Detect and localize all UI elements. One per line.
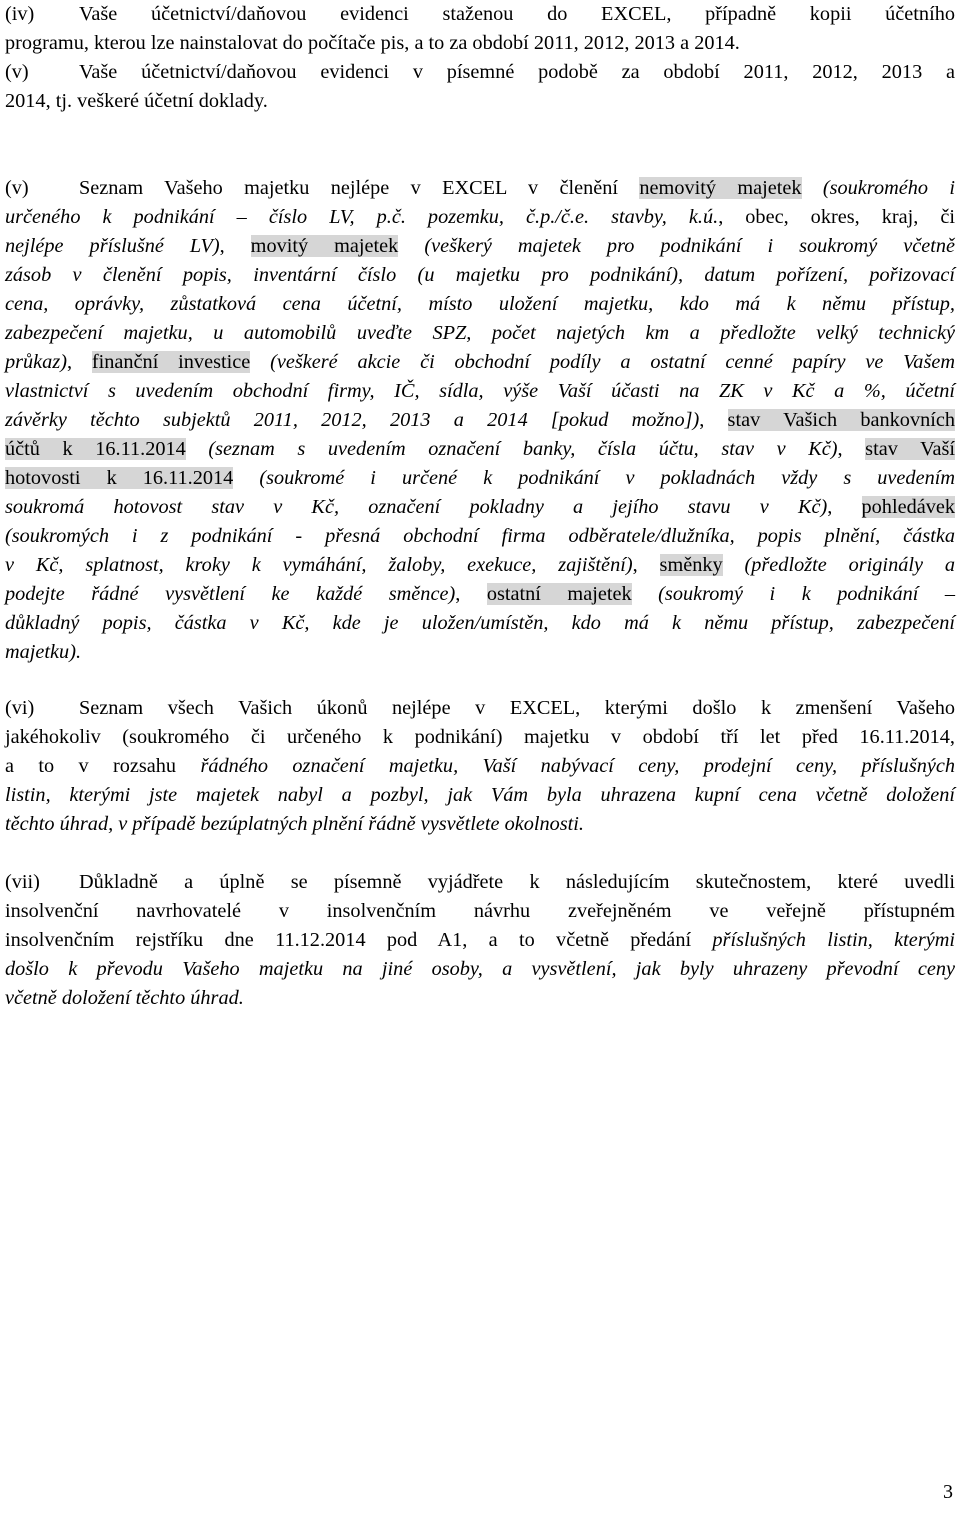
text-line xyxy=(5,781,955,810)
text-run: (předložte originály a xyxy=(722,554,955,576)
text-line xyxy=(5,810,955,839)
highlighted-term: směnky xyxy=(659,554,723,576)
text-run: včetně doložení těchto úhrad. xyxy=(5,987,244,1009)
text-line xyxy=(5,174,955,203)
text-line xyxy=(5,290,955,319)
text-run: Seznam Vašeho majetku nejlépe v EXCEL v členění xyxy=(79,177,640,199)
text-run: podejte řádné vysvětlení ke každé směnce) xyxy=(5,583,456,605)
text-run: a to v rozsahu xyxy=(5,755,201,777)
text-line xyxy=(5,493,955,522)
text-line xyxy=(5,897,955,926)
text-run: důkladný popis, částka v Kč, kde je uložen/umístěn, kdo má k němu přístup, zabezpečení xyxy=(5,612,955,634)
text-run: majetku). xyxy=(5,641,82,663)
text-line xyxy=(5,868,955,897)
text-line xyxy=(5,435,955,464)
text-run: , xyxy=(827,496,862,518)
text-run: 2014, tj. veškeré účetní doklady. xyxy=(5,90,268,112)
highlighted-term: stav Vašich bankovních xyxy=(727,409,956,431)
paragraph-v-written xyxy=(5,58,955,116)
text-run: , xyxy=(837,438,866,460)
text-run: jakéhokoliv (soukromého či určeného k podnikání) majetku v období tří let před 16.11.2014, xyxy=(5,726,955,748)
text-run: soukromá hotovost stav v Kč, označení pokladny a jejího stavu v Kč) xyxy=(5,496,828,518)
text-run: došlo k převodu Vašeho majetku na jiné osoby, a vysvětlení, jak byly uhrazeny převodní ceny xyxy=(5,958,955,980)
text-run: (seznam s uvedením označení banky, čísla účtu, stav v Kč) xyxy=(185,438,838,460)
text-line xyxy=(5,348,955,377)
text-run: insolvenčním rejstříku dne 11.12.2014 pod A1, a to včetně předání xyxy=(5,929,713,951)
text-line xyxy=(5,29,955,58)
text-line xyxy=(5,319,955,348)
text-line xyxy=(5,377,955,406)
text-line xyxy=(5,522,955,551)
highlighted-term: finanční investice xyxy=(91,351,251,373)
text-run: (veškerý majetek pro podnikání i soukromý včetně xyxy=(398,235,955,257)
paragraph-label: (vii) xyxy=(5,871,40,893)
text-run: řádného označení majetku, Vaší nabývací ceny, prodejní ceny, příslušných xyxy=(200,755,956,777)
text-run: (soukromých i z podnikání - přesná obchodní firma odběratele/dlužníka, popis plnění, částka xyxy=(5,525,955,547)
paragraph-vi xyxy=(5,694,955,839)
text-line xyxy=(5,232,955,261)
text-run: (soukromý i k podnikání – xyxy=(631,583,956,605)
text-run: Vaše účetnictví/daňovou evidenci staženou do EXCEL, případně kopii účetního xyxy=(79,3,955,25)
highlighted-term: pohledávek xyxy=(861,496,955,518)
paragraph-iv xyxy=(5,0,955,58)
highlighted-term: stav Vaší xyxy=(865,438,955,460)
text-line xyxy=(5,406,955,435)
text-run: (veškeré akcie či obchodní podíly a ostatní cenné papíry ve Vašem xyxy=(250,351,955,373)
highlighted-term: hotovosti k 16.11.2014 xyxy=(5,467,234,489)
text-line xyxy=(5,694,955,723)
text-run: Seznam všech Vašich úkonů nejlépe v EXCEL, kterými došlo k zmenšení Vašeho xyxy=(79,697,955,719)
text-run: Vaše účetnictví/daňovou evidenci v písemné podobě za období 2011, 2012, 2013 a xyxy=(79,61,955,83)
text-line xyxy=(5,464,955,493)
text-line xyxy=(5,752,955,781)
paragraph-label: (v) xyxy=(5,177,29,199)
text-run: listin, kterými jste majetek nabyl a pozbyl, jak Vám byla uhrazena kupní cena včetně doložení xyxy=(5,784,955,806)
text-line xyxy=(5,58,955,87)
text-run: insolvenční navrhovatelé v insolvenčním návrhu zveřejněném ve veřejně přístupném xyxy=(5,900,955,922)
text-line xyxy=(5,551,955,580)
text-run: Důkladně a úplně se písemně vyjádřete k následujícím skutečnostem, které uvedli xyxy=(79,871,955,893)
text-line xyxy=(5,580,955,609)
text-run: (soukromého i xyxy=(801,177,955,199)
highlighted-term: účtů k 16.11.2014 xyxy=(5,438,186,460)
text-run: , xyxy=(219,235,251,257)
text-run: , xyxy=(632,554,660,576)
text-run: zásob v členění popis, inventární číslo (u majetku pro podnikání), datum pořízení, pořizovací xyxy=(5,264,955,286)
text-run: v Kč, splatnost, kroky k vymáhání, žaloby, exekuce, zajištění) xyxy=(5,554,633,576)
paragraph-vii xyxy=(5,868,955,1013)
text-run: vlastnictví s uvedením obchodní firmy, IČ, sídla, výše Vaší účasti na ZK v Kč a %, účetní xyxy=(5,380,955,402)
text-run: programu, kterou lze nainstalovat do počítače pis, a to za období 2011, 2012, 2013 a 2014. xyxy=(5,32,740,54)
highlighted-term: ostatní majetek xyxy=(486,583,632,605)
text-run: , xyxy=(699,409,728,431)
text-line xyxy=(5,0,955,29)
text-line xyxy=(5,955,955,984)
page-number: 3 xyxy=(943,1481,953,1503)
text-run: nejlépe příslušné LV) xyxy=(5,235,220,257)
text-run: příslušných listin, kterými xyxy=(712,929,955,951)
text-run: těchto úhrad, v případě bezúplatných plnění řádně vysvětlete okolnosti. xyxy=(5,813,584,835)
text-line xyxy=(5,609,955,638)
text-line xyxy=(5,926,955,955)
text-line xyxy=(5,203,955,232)
text-run: průkaz) xyxy=(5,351,67,373)
text-line xyxy=(5,87,955,116)
paragraph-label: (vi) xyxy=(5,697,35,719)
paragraph-label: (v) xyxy=(5,61,29,83)
text-run: závěrky těchto subjektů 2011, 2012, 2013 a 2014 [pokud možno]) xyxy=(5,409,700,431)
text-run: , xyxy=(66,351,92,373)
text-run: zabezpečení majetku, u automobilů uveďte SPZ, počet najetých km a předložte velký technický xyxy=(5,322,955,344)
highlighted-term: nemovitý majetek xyxy=(639,177,802,199)
text-line xyxy=(5,261,955,290)
text-run: , obec, okres, kraj, či xyxy=(718,206,955,228)
text-run: (soukromé i určené k podnikání v pokladnách vždy s uvedením xyxy=(233,467,955,489)
text-line xyxy=(5,638,955,667)
text-run: cena, oprávky, zůstatková cena účetní, místo uložení majetku, kdo má k němu přístup, xyxy=(5,293,955,315)
text-line xyxy=(5,984,955,1013)
paragraph-v-assets xyxy=(5,174,955,667)
highlighted-term: movitý majetek xyxy=(250,235,399,257)
paragraph-label: (iv) xyxy=(5,3,35,25)
text-line xyxy=(5,723,955,752)
text-run: určeného k podnikání – číslo LV, p.č. pozemku, č.p./č.e. stavby, k.ú. xyxy=(5,206,719,228)
text-run: , xyxy=(455,583,487,605)
